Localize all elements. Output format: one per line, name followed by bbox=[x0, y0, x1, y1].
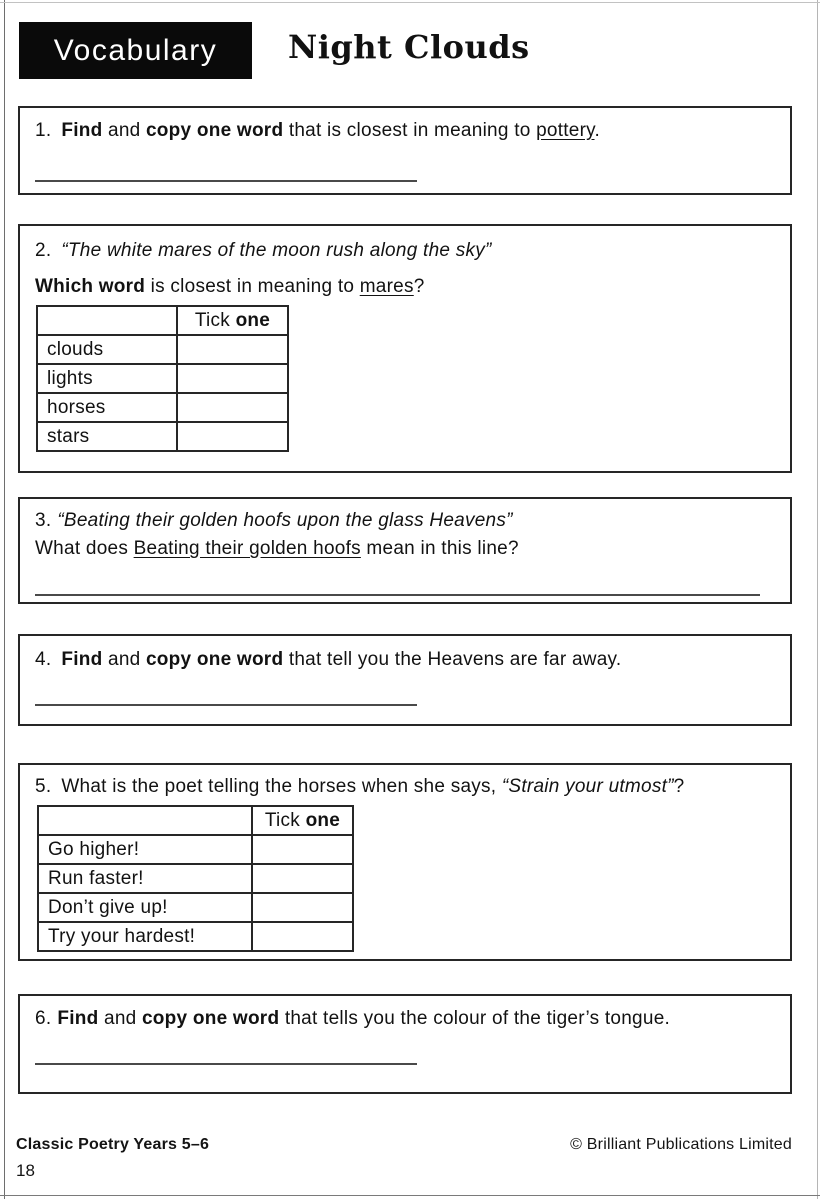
question-box-3 bbox=[18, 497, 792, 604]
page-edge-top bbox=[0, 2, 820, 3]
option-row bbox=[37, 393, 288, 422]
option-label: Run faster! bbox=[38, 864, 252, 893]
option-label: horses bbox=[37, 393, 177, 422]
question-1-number: 1. bbox=[35, 120, 52, 141]
question-4-text: 4. Find and copy one word that tell you the Heavens are far away. bbox=[35, 647, 780, 673]
answer-line-3 bbox=[35, 594, 760, 596]
option-row bbox=[38, 835, 353, 864]
tick-cell bbox=[252, 864, 353, 893]
question-2-text: Which word is closest in meaning to mares? bbox=[35, 276, 425, 297]
option-row bbox=[38, 864, 353, 893]
vocabulary-badge bbox=[19, 22, 252, 79]
question-3-text: What does Beating their golden hoofs mean in this line? bbox=[35, 538, 519, 559]
question-6-text: 6. Find and copy one word that tells you the colour of the tiger’s tongue. bbox=[35, 1006, 780, 1032]
question-4-number: 4. bbox=[35, 649, 52, 670]
question-6-number: 6. bbox=[35, 1008, 52, 1029]
answer-line-4 bbox=[35, 704, 417, 706]
question-box-6 bbox=[18, 994, 792, 1094]
tick-table-q2-header: Tick one bbox=[177, 306, 288, 335]
answer-line-6 bbox=[35, 1063, 417, 1065]
question-box-5 bbox=[18, 763, 792, 961]
option-label: Go higher! bbox=[38, 835, 252, 864]
question-2-quote-line: 2. “The white mares of the moon rush along the sky” bbox=[35, 238, 780, 264]
footer-publisher: © Brilliant Publications Limited bbox=[570, 1136, 792, 1153]
question-3-quote-line: 3. “Beating their golden hoofs upon the glass Heavens” bbox=[35, 508, 780, 534]
question-box-2 bbox=[18, 224, 792, 473]
tick-cell bbox=[177, 422, 288, 451]
question-5-text: 5. What is the poet telling the horses when she says, “Strain your utmost”? bbox=[35, 774, 780, 800]
option-label: clouds bbox=[37, 335, 177, 364]
tick-table-q5-empty-header bbox=[38, 806, 252, 835]
tick-cell bbox=[252, 835, 353, 864]
tick-table-q2 bbox=[36, 305, 289, 452]
option-label: stars bbox=[37, 422, 177, 451]
page-edge-bottom bbox=[0, 1195, 820, 1196]
tick-table-q2-header-row bbox=[37, 306, 288, 335]
tick-table-q2-empty-header bbox=[37, 306, 177, 335]
option-row bbox=[37, 335, 288, 364]
tick-table-q5-header-row bbox=[38, 806, 353, 835]
tick-cell bbox=[252, 893, 353, 922]
page-number: 18 bbox=[16, 1161, 35, 1180]
option-row bbox=[38, 922, 353, 951]
tick-cell bbox=[177, 393, 288, 422]
page-edge-left bbox=[4, 0, 5, 1199]
option-row bbox=[37, 422, 288, 451]
answer-line-1 bbox=[35, 180, 417, 182]
tick-cell bbox=[177, 335, 288, 364]
option-row bbox=[37, 364, 288, 393]
question-3-number: 3. bbox=[35, 510, 52, 531]
tick-table-q5 bbox=[37, 805, 354, 952]
footer-series: Classic Poetry Years 5–6 bbox=[16, 1136, 210, 1153]
tick-table-q5-header: Tick one bbox=[252, 806, 353, 835]
question-5-number: 5. bbox=[35, 776, 52, 797]
option-label: Try your hardest! bbox=[38, 922, 252, 951]
question-box-1 bbox=[18, 106, 792, 195]
option-label: Don’t give up! bbox=[38, 893, 252, 922]
tick-cell bbox=[177, 364, 288, 393]
page-edge-right bbox=[817, 0, 818, 1199]
question-box-4 bbox=[18, 634, 792, 726]
option-label: lights bbox=[37, 364, 177, 393]
vocabulary-badge-label: Vocabulary bbox=[53, 33, 218, 67]
tick-cell bbox=[252, 922, 353, 951]
option-row bbox=[38, 893, 353, 922]
page-title: Night Clouds bbox=[288, 28, 530, 66]
question-2-number: 2. bbox=[35, 240, 52, 261]
question-1-text: 1. Find and copy one word that is closest in meaning to pottery. bbox=[35, 118, 780, 144]
